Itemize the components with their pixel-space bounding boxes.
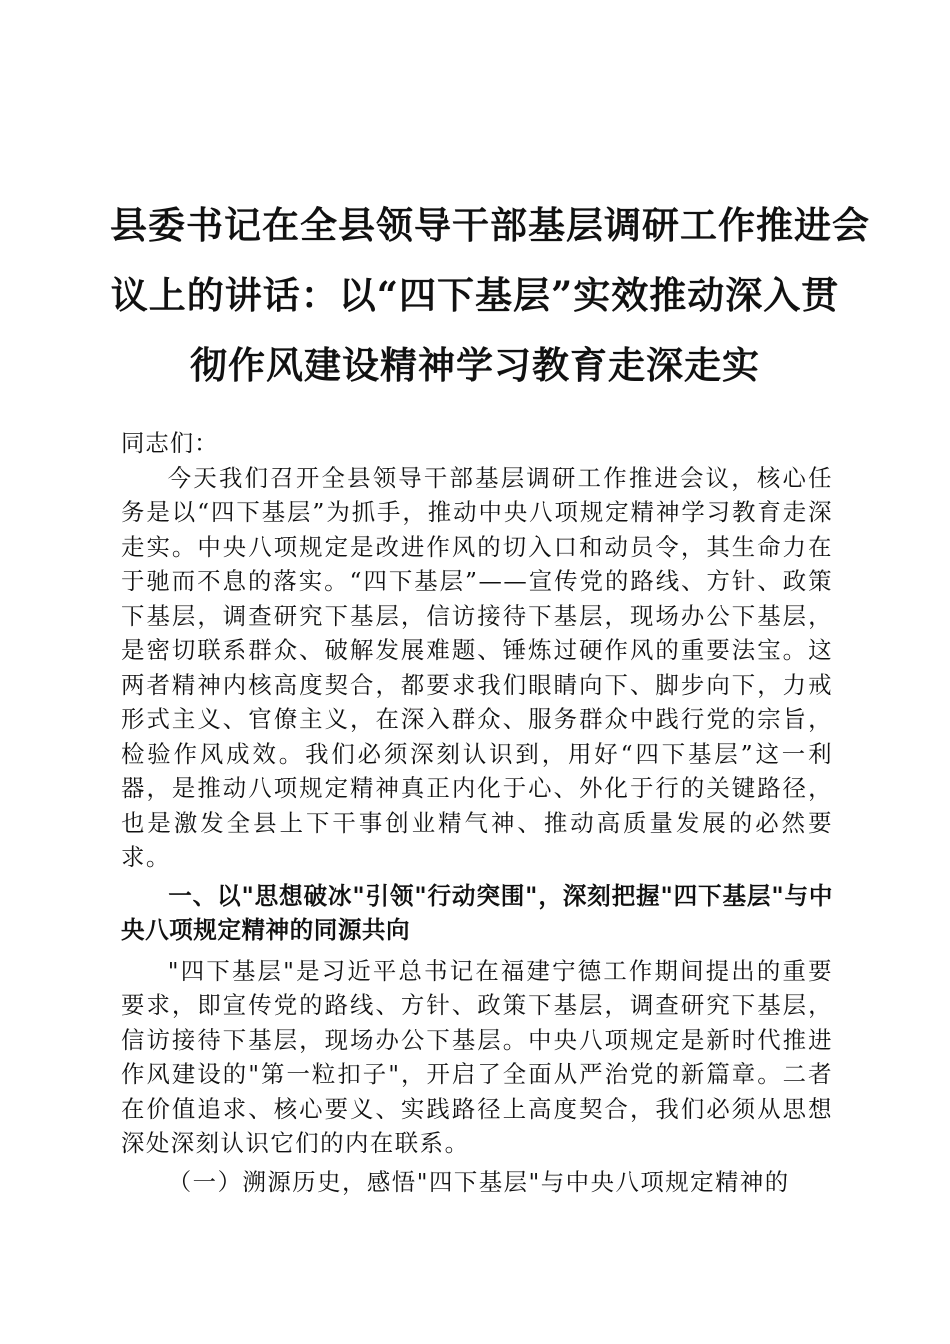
title-line-1: 县委书记在全县领导干部基层调研工作推进会	[110, 203, 870, 247]
title-line-3: 彻作风建设精神学习教育走深走实	[190, 343, 760, 387]
title-line-2: 议上的讲话：以“四下基层”实效推动深入贯	[110, 273, 840, 317]
document-title	[110, 190, 870, 400]
document-body	[121, 426, 833, 1199]
subsection-1-heading: （一）溯源历史，感悟"四下基层"与中央八项规定精神的	[167, 1167, 790, 1196]
section-1-heading: 一、以"思想破冰"引领"行动突围"，深刻把握"四下基层"与中央八项规定精神的同源共向	[121, 881, 833, 944]
section-1-paragraph: "四下基层"是习近平总书记在福建宁德工作期间提出的重要要求，即宣传党的路线、方针、政策下基层，调查研究下基层，信访接待下基层，现场办公下基层。中央八项规定是新时代推进作风建设的"第一粒扣子"，开启了全面从严治党的新篇章。二者在价值追求、核心要义、实践路径上高度契合，我们必须从思想深处深刻认识它们的内在联系。	[121, 956, 833, 1157]
salutation: 同志们：	[121, 429, 219, 457]
intro-paragraph: 今天我们召开全县领导干部基层调研工作推进会议，核心任务是以“四下基层”为抓手，推动中央八项规定精神学习教育走深走实。中央八项规定是改进作风的切入口和动员令，其生命力在于驰而不息的落实。“四下基层”——宣传党的路线、方针、政策下基层，调查研究下基层，信访接待下基层，现场办公下基层，是密切联系群众、破解发展难题、锤炼过硬作风的重要法宝。这两者精神内核高度契合，都要求我们眼睛向下、脚步向下，力戒形式主义、官僚主义，在深入群众、服务群众中践行党的宗旨，检验作风成效。我们必须深刻认识到，用好“四下基层”这一利器，是推动八项规定精神真正内化于心、外化于行的关键路径，也是激发全县上下干事创业精气神、推动高质量发展的必然要求。	[121, 463, 833, 871]
